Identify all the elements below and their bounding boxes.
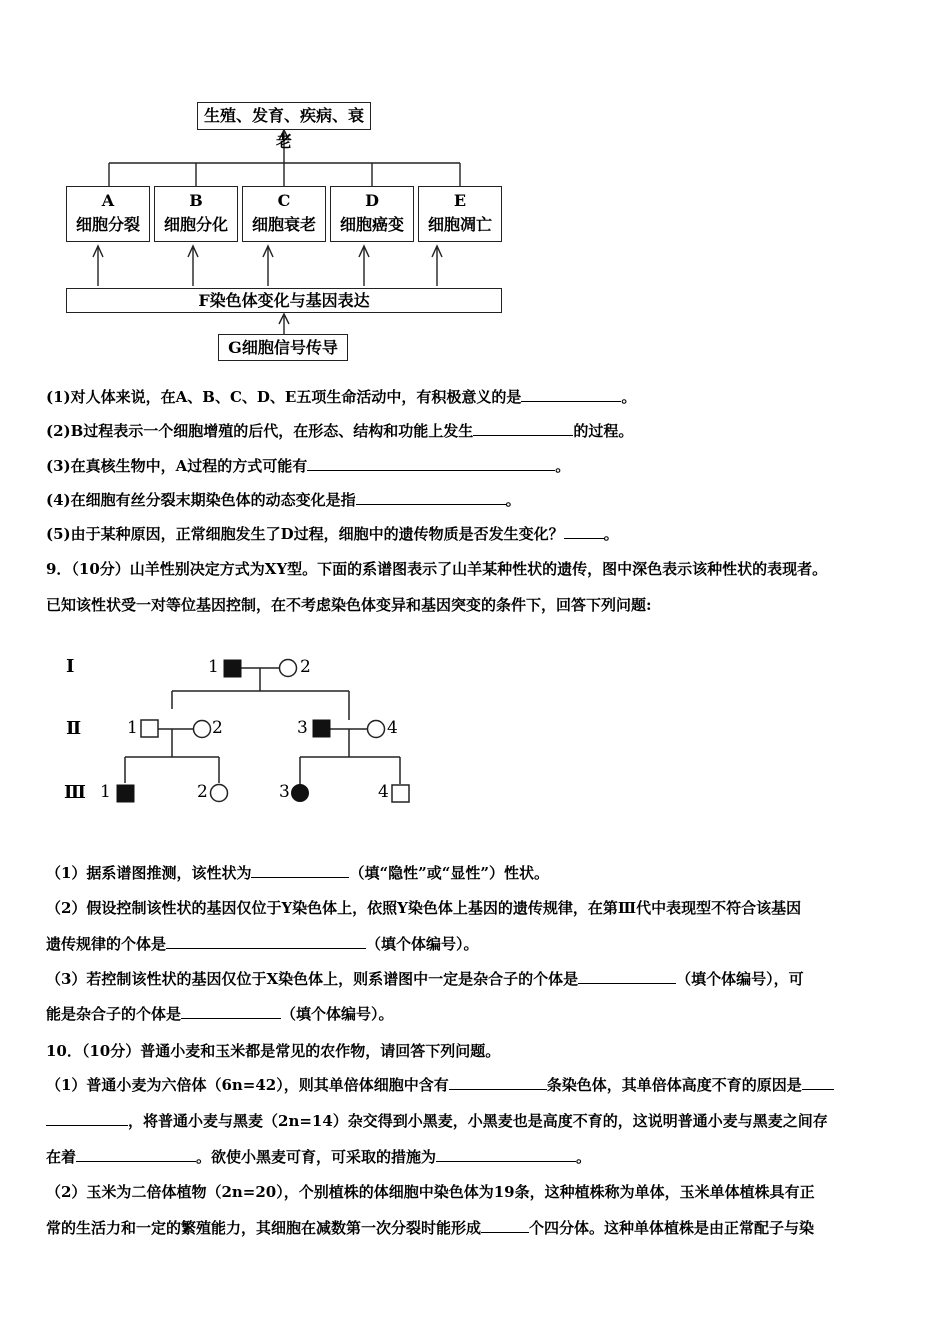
q10-sub-1-cont-2 [46,1146,591,1167]
period: 。 [576,1148,592,1166]
q9-s1-text: （1）据系谱图推测，该性状为 [46,864,252,882]
period: 。 [555,457,571,475]
diagram-f-bar [66,288,502,313]
answer-blank[interactable] [166,933,366,949]
q10-s2-end: 个四分体。这种单体植株是由正常配子与染 [529,1219,815,1237]
q10-sub-2 [46,1181,815,1202]
q10-s1-text-2: ，将普通小麦与黑麦（2n=14）杂交得到小黑麦，小黑麦也是高度不育的，这说明普通小麦与黑麦之间存 [128,1112,828,1130]
q9-sub-2-cont [46,933,479,954]
pedigree-i2-female [280,660,297,677]
q8-part-3 [46,455,570,476]
answer-blank[interactable] [356,489,506,505]
pedigree-iii4-male [392,785,409,802]
box-letter: E [453,191,467,210]
diagram-top-box [197,102,371,151]
box-label: 细胞衰老 [251,215,316,234]
q10-s1-mid-2: 。欲使小黑麦可育，可采取的措施为 [196,1148,437,1166]
answer-blank[interactable] [521,386,621,402]
box-letter: D [365,191,379,210]
q9-s1-end: （填“隐性”或“显性”）性状。 [349,864,549,882]
q10-s1-text-3: 在着 [46,1148,77,1166]
pedigree-iii2-female [211,785,228,802]
pedigree-i1-affected-male [224,660,241,677]
q8-part-5 [46,523,619,544]
q9-s3-text-2: 能是杂合子的个体是 [46,1005,182,1023]
q10-heading-text: 10．（10分）普通小麦和玉米都是常见的农作物，请回答下列问题。 [46,1042,501,1060]
pedigree-iii1-affected-male [117,785,134,802]
box-letter: A [101,191,115,210]
q10-sub-1 [46,1074,834,1095]
pedigree-ii4-female [368,721,385,738]
q8-part-1 [46,386,636,407]
pedigree-iii3-affected-female [292,785,309,802]
pedigree-number-ii4: 4 [387,718,398,738]
q8-part-2 [46,420,633,441]
period: 。 [505,491,521,509]
pedigree-number-iii1: 1 [100,782,111,802]
q8-p5-text: (5)由于某种原因，正常细胞发生了D过程，细胞中的遗传物质是否发生变化？ [46,525,564,543]
box-label: 细胞分化 [163,215,228,234]
pedigree-number-i2: 2 [300,657,311,677]
pedigree-number-iii3: 3 [279,782,290,802]
box-label: 细胞癌变 [339,215,404,234]
answer-blank[interactable] [449,1074,547,1090]
q10-sub-1-cont [46,1110,828,1131]
answer-blank[interactable] [578,968,676,984]
generation-label-ii: Ⅱ [66,718,82,739]
answer-blank[interactable] [436,1146,576,1162]
diagram-top-label: 生殖、发育、疾病、衰老 [203,106,364,151]
q8-p1-text: (1)对人体来说，在A、B、C、D、E五项生命活动中，有积极意义的是 [46,388,522,406]
q8-part-4 [46,489,521,510]
diagram-box-b [154,186,238,242]
q9-s3-mid: （填个体编号），可 [676,970,804,988]
answer-blank[interactable] [473,420,573,436]
q8-p4-text: (4)在细胞有丝分裂末期染色体的动态变化是指 [46,491,356,509]
q9-heading-2 [46,594,652,615]
cell-life-diagram-lines [0,0,950,370]
pedigree-number-ii2: 2 [212,718,223,738]
diagram-box-a [66,186,150,242]
q9-s3-end: （填个体编号）。 [281,1005,394,1023]
q8-p3-text: (3)在真核生物中，A过程的方式可能有 [46,457,308,475]
g-box-label: G细胞信号传导 [228,338,338,357]
answer-blank[interactable] [251,862,349,878]
box-letter: C [277,191,291,210]
diagram-box-c [242,186,326,242]
pedigree-number-iii4: 4 [378,782,389,802]
box-label: 细胞凋亡 [427,215,492,234]
answer-blank[interactable] [46,1110,128,1126]
generation-label-i: Ⅰ [66,656,75,677]
q9-sub-1 [46,862,549,883]
q10-s2-text: （2）玉米为二倍体植物（2n=20），个别植株的体细胞中染色体为19条，这种植株称为单体，玉米单体植株具有正 [46,1183,815,1201]
period: 。 [603,525,619,543]
q10-s1-text: （1）普通小麦为六倍体（6n=42），则其单倍体细胞中含有 [46,1076,449,1094]
answer-blank[interactable] [307,455,555,471]
f-bar-label: F染色体变化与基因表达 [198,291,370,310]
generation-label-iii: Ⅲ [64,782,86,803]
diagram-box-d [330,186,414,242]
q8-p2-end: 的过程。 [573,422,634,440]
q10-s1-mid: 条染色体，其单倍体高度不育的原因是 [546,1076,802,1094]
q9-sub-3-cont [46,1003,394,1024]
box-label: 细胞分裂 [75,215,140,234]
pedigree-number-ii1: 1 [127,718,138,738]
q8-p2-text: (2)B过程表示一个细胞增殖的后代，在形态、结构和功能上发生 [46,422,474,440]
diagram-g-box [218,334,348,361]
diagram-box-e [418,186,502,242]
q10-s2-text-2: 常的生活力和一定的繁殖能力，其细胞在减数第一次分裂时能形成 [46,1219,482,1237]
pedigree-number-i1: 1 [208,657,219,677]
q9-sub-3 [46,968,804,989]
answer-blank[interactable] [564,523,604,539]
q9-heading [46,558,827,579]
pedigree-number-iii2: 2 [197,782,208,802]
box-letter: B [189,191,203,210]
answer-blank[interactable] [181,1003,281,1019]
q9-heading-text: 9．（10分）山羊性别决定方式为XY型。下面的系谱图表示了山羊某种性状的遗传，图中深色表示该种性状的表现者。 [46,560,828,578]
q10-heading [46,1040,500,1061]
answer-blank[interactable] [481,1217,529,1233]
period: 。 [621,388,637,406]
pedigree-number-ii3: 3 [297,718,308,738]
pedigree-ii1-male [141,720,158,737]
q9-s2-end: （填个体编号）。 [366,935,479,953]
q9-s2-text: （2）假设控制该性状的基因仅位于Y染色体上，依照Y染色体上基因的遗传规律，在第Ⅲ代中表现型不符合该基因 [46,899,802,917]
q9-heading-text-2: 已知该性状受一对等位基因控制，在不考虑染色体变异和基因突变的条件下，回答下列问题: [46,596,652,614]
pedigree-ii3-affected-male [313,720,330,737]
q9-s2-text-2: 遗传规律的个体是 [46,935,167,953]
answer-blank[interactable] [802,1074,834,1090]
answer-blank[interactable] [76,1146,196,1162]
q9-sub-2 [46,897,801,918]
q10-sub-2-cont [46,1217,814,1238]
pedigree-ii2-female [194,721,211,738]
q9-s3-text: （3）若控制该性状的基因仅位于X染色体上，则系谱图中一定是杂合子的个体是 [46,970,579,988]
